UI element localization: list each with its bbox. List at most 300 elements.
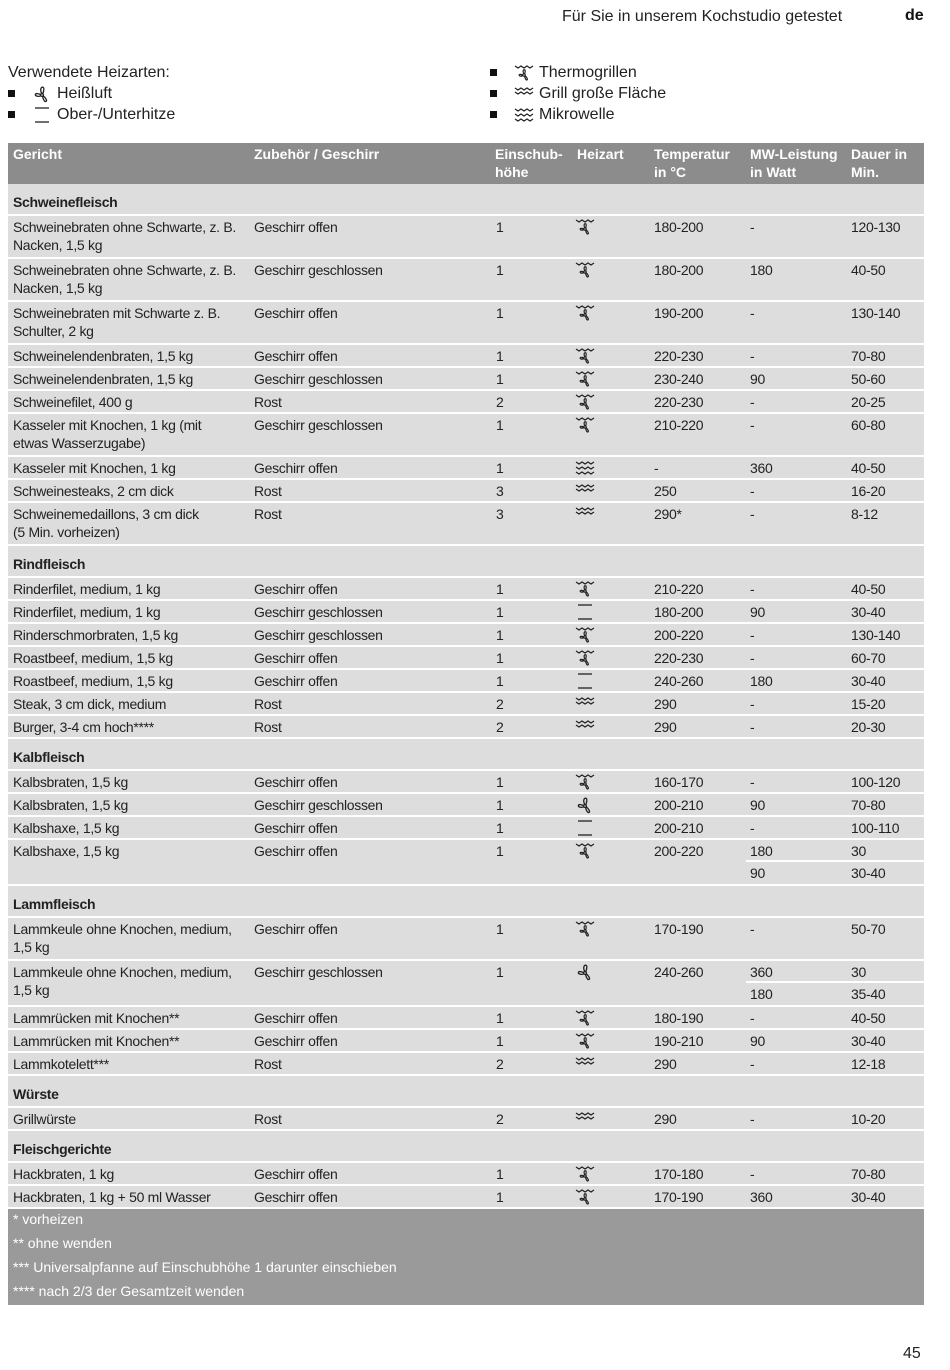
duration-value: 70-80 [851,797,886,813]
legend-item [490,104,666,125]
table-row [8,961,924,1007]
mw-power-cell [750,218,754,236]
thermogrill-icon [574,580,600,598]
dish-cell [13,1009,251,1027]
table-header [8,143,924,184]
dish-cell [13,649,251,667]
bullet [8,111,15,118]
mw-power-cell [750,603,765,621]
duration-cell [851,1110,885,1128]
duration-cell [851,773,900,791]
section-title: Würste [13,1086,59,1102]
accessory-cell: Geschirr offen [254,820,338,836]
duration-cell [851,1055,885,1073]
temperature-cell: 290* [654,506,682,522]
table-body [8,184,924,1209]
dish-line: Schweinelendenbraten, 1,5 kg [13,371,193,387]
mw-value: - [750,1056,755,1072]
accessory-cell: Rost [254,483,282,499]
thermogrill-icon [574,649,600,667]
mw-power-cell [750,1188,772,1206]
duration-value: 15-20 [851,696,886,712]
section-title: Fleischgerichte [13,1141,112,1157]
level-cell: 2 [496,1056,504,1072]
duration-cell [851,718,885,736]
sub-row-divider [746,860,924,862]
thermogrill-icon [574,261,600,279]
level-cell: 1 [496,604,504,620]
dish-line: Kalbshaxe, 1,5 kg [13,820,120,836]
thermogrill-icon [574,920,600,938]
mw-value: 90 [750,797,765,813]
dish-cell [13,1110,251,1128]
temperature-cell: 180-200 [654,262,704,278]
section-row [8,546,924,578]
grill-icon [574,695,600,713]
table-row [8,1007,924,1030]
thermogrill-icon [574,370,600,388]
duration-cell [851,672,885,690]
accessory-cell: Geschirr offen [254,1010,338,1026]
mw-value: - [750,394,755,410]
duration-value: 16-20 [851,483,886,499]
dish-cell [13,218,251,254]
mw-value: 180 [750,843,773,859]
bullet [490,69,497,76]
table-row [8,302,924,345]
temperature-cell: 190-200 [654,305,704,321]
bullet [490,90,497,97]
duration-cell [851,1165,885,1183]
duration-value: 130-140 [851,627,901,643]
section-title: Schweinefleisch [13,194,118,210]
temperature-cell: 200-220 [654,627,704,643]
dish-line: Kasseler mit Knochen, 1 kg [13,460,176,476]
dish-line: Schweinelendenbraten, 1,5 kg [13,348,193,364]
temperature-cell: 220-230 [654,394,704,410]
mw-value: - [750,219,755,235]
dish-cell [13,695,251,713]
level-cell: 1 [496,921,504,937]
dish-cell [13,1055,251,1073]
mw-power-cell [750,482,754,500]
mw-value: - [750,1010,755,1026]
table-row [8,1108,924,1131]
mw-value: - [750,1111,755,1127]
accessory-cell: Geschirr offen [254,921,338,937]
level-cell: 1 [496,774,504,790]
dish-line: Steak, 3 cm dick, medium [13,696,167,712]
duration-value: 40-50 [851,262,886,278]
temperature-cell: 220-230 [654,650,704,666]
thermogrill-icon [574,218,600,236]
duration-cell [851,304,900,322]
temperature-cell: 220-230 [654,348,704,364]
section-row [8,184,924,216]
temperature-cell: 160-170 [654,774,704,790]
temperature-cell: 180-200 [654,604,704,620]
accessory-cell: Geschirr geschlossen [254,417,383,433]
accessory-cell: Geschirr offen [254,774,338,790]
dish-line: 1,5 kg [13,982,50,998]
mw-value: - [750,820,755,836]
table-row [8,918,924,961]
header-mode: Heizart [577,146,624,162]
duration-cell [851,603,885,621]
grill-icon [574,1055,600,1073]
dish-line: Hackbraten, 1 kg + 50 ml Wasser [13,1189,211,1205]
level-cell: 1 [496,964,504,980]
dish-cell [13,416,251,452]
mw-value: - [750,417,755,433]
dish-cell [13,482,251,500]
level-cell: 1 [496,371,504,387]
accessory-cell: Rost [254,1056,282,1072]
accessory-cell: Geschirr offen [254,1166,338,1182]
duration-value: 50-70 [851,921,886,937]
accessory-cell: Geschirr geschlossen [254,627,383,643]
header-accessory: Zubehör / Geschirr [254,146,380,162]
duration-cell [851,1009,885,1027]
level-cell: 2 [496,1111,504,1127]
dish-line: Lammkotelett*** [13,1056,109,1072]
level-cell: 1 [496,627,504,643]
dish-cell [13,347,251,365]
level-cell: 1 [496,417,504,433]
dish-line: Schweinefilet, 400 g [13,394,133,410]
table-row [8,693,924,716]
accessory-cell: Rost [254,719,282,735]
grill-icon [513,85,535,103]
thermogrill-icon [574,304,600,322]
temperature-cell: 240-260 [654,964,704,980]
dish-line: Lammrücken mit Knochen** [13,1010,180,1026]
level-cell: 2 [496,696,504,712]
mw-value: 90 [750,1033,765,1049]
table-row [8,345,924,368]
accessory-cell: Rost [254,506,282,522]
table-row [8,457,924,480]
thermogrill-icon [574,393,600,411]
table-row [8,624,924,647]
header-level: Einschub- höhe [495,146,563,180]
temperature-cell: 290 [654,1111,677,1127]
mw-value: - [750,483,755,499]
mw-value: - [750,650,755,666]
duration-value: 35-40 [851,986,886,1002]
duration-cell [851,580,885,598]
mw-power-cell [750,261,772,279]
temperature-cell: 200-210 [654,820,704,836]
temperature-cell: 170-180 [654,1166,704,1182]
duration-cell [851,920,885,938]
mw-value: - [750,627,755,643]
duration-cell [851,393,885,411]
temperature-cell: 240-260 [654,673,704,689]
dish-cell [13,1188,251,1206]
language-code: de [905,7,924,24]
thermogrill-icon [574,773,600,791]
dish-cell [13,261,251,297]
header-duration: Dauer in Min. [851,146,908,180]
accessory-cell: Geschirr offen [254,219,338,235]
temperature-cell: 200-210 [654,797,704,813]
dish-line: Nacken, 1,5 kg [13,280,103,296]
duration-value: 100-110 [851,820,900,836]
level-cell: 1 [496,820,504,836]
top-bottom-heat-icon [574,672,600,690]
mw-value: 360 [750,1189,773,1205]
dish-cell [13,1165,251,1183]
mw-power-cell [750,695,754,713]
legend-heading: Verwendete Heizarten: [8,63,170,81]
temperature-cell: 210-220 [654,581,704,597]
dish-cell [13,796,251,814]
mw-value: - [750,719,755,735]
dish-line: Rinderfilet, medium, 1 kg [13,604,161,620]
microwave-icon [574,459,600,477]
duration-cell [851,695,885,713]
table-row [8,391,924,414]
duration-cell [851,842,885,882]
table-row [8,259,924,302]
duration-value: 10-20 [851,1111,886,1127]
dish-cell [13,626,251,644]
table-row [8,480,924,503]
table-row [8,794,924,817]
mw-power-cell [750,505,754,523]
dish-cell [13,304,251,340]
table-row [8,1053,924,1076]
accessory-cell: Geschirr offen [254,843,338,859]
dish-line: Rinderfilet, medium, 1 kg [13,581,161,597]
level-cell: 1 [496,305,504,321]
mw-power-cell [750,1032,765,1050]
mw-power-cell [750,304,754,322]
mw-power-cell [750,1165,754,1183]
temperature-cell: 290 [654,719,677,735]
dish-line: 1,5 kg [13,939,50,955]
dish-cell [13,1032,251,1050]
dish-line: Roastbeef, medium, 1,5 kg [13,673,173,689]
thermogrill-icon [574,1009,600,1027]
thermogrill-icon [574,626,600,644]
mw-value: 180 [750,986,773,1002]
level-cell: 3 [496,506,504,522]
mw-power-cell [750,963,772,1003]
table-row [8,817,924,840]
dish-cell [13,505,251,541]
mw-power-cell [750,393,754,411]
dish-line: Kalbsbraten, 1,5 kg [13,797,128,813]
duration-value: 30-40 [851,604,886,620]
section-title: Lammfleisch [13,896,96,912]
table-row [8,578,924,601]
mw-power-cell [750,718,754,736]
dish-cell [13,603,251,621]
duration-value: 30-40 [851,865,886,881]
bullet [8,90,15,97]
footnote: * vorheizen [13,1211,84,1227]
dish-line: Schweinesteaks, 2 cm dick [13,483,174,499]
duration-value: 120-130 [851,219,901,235]
mw-value: 90 [750,371,765,387]
accessory-cell: Rost [254,394,282,410]
temperature-cell: 180-190 [654,1010,704,1026]
dish-cell [13,920,251,956]
duration-cell [851,819,899,837]
section-row [8,739,924,771]
accessory-cell: Geschirr offen [254,1033,338,1049]
dish-line: Schweinebraten mit Schwarte z. B. [13,305,221,321]
level-cell: 1 [496,673,504,689]
accessory-cell: Rost [254,1111,282,1127]
table-row [8,1186,924,1209]
section-row [8,1131,924,1163]
level-cell: 1 [496,262,504,278]
duration-value: 30 [851,843,866,859]
dish-line: Grillwürste [13,1111,76,1127]
bullet [490,111,497,118]
table-row [8,647,924,670]
legend-item [490,62,666,83]
fan-icon [574,963,600,981]
duration-cell [851,796,885,814]
footnote: *** Universalpfanne auf Einschubhöhe 1 darunter einschieben [13,1259,397,1275]
thermogrill-icon [574,1188,600,1206]
table-row [8,670,924,693]
duration-value: 60-70 [851,650,886,666]
duration-value: 8-12 [851,506,878,522]
mw-value: - [750,581,755,597]
mw-power-cell [750,773,754,791]
level-cell: 1 [496,348,504,364]
dish-line: Nacken, 1,5 kg [13,237,103,253]
thermogrill-icon [574,842,600,860]
heating-modes-legend-right [490,62,666,125]
thermogrill-icon [574,416,600,434]
level-cell: 1 [496,797,504,813]
thermogrill-icon [574,1032,600,1050]
dish-cell [13,842,251,860]
footnotes [8,1209,924,1305]
mw-power-cell [750,819,754,837]
temperature-cell: 200-220 [654,843,704,859]
top-bottom-heat-icon [31,106,53,124]
footnote: **** nach 2/3 der Gesamtzeit wenden [13,1283,245,1299]
dish-line: Lammkeule ohne Knochen, medium, [13,964,232,980]
legend-item [8,104,175,125]
mw-value: 90 [750,604,765,620]
duration-value: 130-140 [851,305,901,321]
dish-line: Lammrücken mit Knochen** [13,1033,180,1049]
grill-icon [574,1110,600,1128]
level-cell: 1 [496,1166,504,1182]
level-cell: 1 [496,650,504,666]
accessory-cell: Geschirr offen [254,581,338,597]
thermogrill-icon [513,64,535,82]
dish-line: Schweinemedaillons, 3 cm dick [13,506,199,522]
table-row [8,503,924,546]
table-row [8,601,924,624]
footnote: ** ohne wenden [13,1235,112,1251]
duration-cell [851,370,885,388]
accessory-cell: Geschirr geschlossen [254,797,383,813]
mw-value: 360 [750,460,773,476]
section-row [8,1076,924,1108]
level-cell: 2 [496,719,504,735]
level-cell: 1 [496,1189,504,1205]
mw-value: 180 [750,262,773,278]
mw-power-cell [750,1009,754,1027]
level-cell: 1 [496,843,504,859]
mw-power-cell [750,347,754,365]
grill-icon [574,482,600,500]
mw-value: - [750,921,755,937]
mw-power-cell [750,459,772,477]
accessory-cell: Geschirr offen [254,1189,338,1205]
duration-cell [851,649,885,667]
table-row [8,368,924,391]
dish-line: (5 Min. vorheizen) [13,524,120,540]
table-row [8,1163,924,1186]
dish-cell [13,393,251,411]
dish-cell [13,819,251,837]
mw-value: - [750,348,755,364]
dish-cell [13,459,251,477]
header-dish: Gericht [13,146,63,162]
dish-line: Lammkeule ohne Knochen, medium, [13,921,232,937]
level-cell: 1 [496,219,504,235]
table-row [8,1030,924,1053]
level-cell: 1 [496,1010,504,1026]
legend-label: Ober-/Unterhitze [57,105,176,123]
mw-value: - [750,305,755,321]
temperature-cell: 230-240 [654,371,704,387]
page-number: 45 [903,1345,921,1362]
mw-value: 180 [750,673,773,689]
duration-value: 30 [851,964,866,980]
duration-value: 40-50 [851,460,886,476]
dish-line: Kalbshaxe, 1,5 kg [13,843,120,859]
level-cell: 1 [496,581,504,597]
level-cell: 2 [496,394,504,410]
duration-cell [851,1032,885,1050]
mw-value: 360 [750,964,773,980]
duration-value: 60-80 [851,417,886,433]
section-row [8,886,924,918]
dish-line: Kalbsbraten, 1,5 kg [13,774,128,790]
dish-cell [13,370,251,388]
cooking-table [8,143,924,1305]
mw-value: - [750,696,755,712]
mw-power-cell [750,580,754,598]
mw-power-cell [750,1110,754,1128]
duration-cell [851,482,885,500]
mw-power-cell [750,920,754,938]
accessory-cell: Geschirr offen [254,673,338,689]
level-cell: 1 [496,1033,504,1049]
dish-line: Schweinebraten ohne Schwarte, z. B. [13,262,236,278]
duration-value: 100-120 [851,774,901,790]
level-cell: 3 [496,483,504,499]
duration-cell [851,416,885,434]
mw-power-cell [750,672,772,690]
section-title: Kalbfleisch [13,749,85,765]
legend-label: Heißluft [57,84,113,102]
heating-modes-legend [8,62,175,125]
thermogrill-icon [574,347,600,365]
